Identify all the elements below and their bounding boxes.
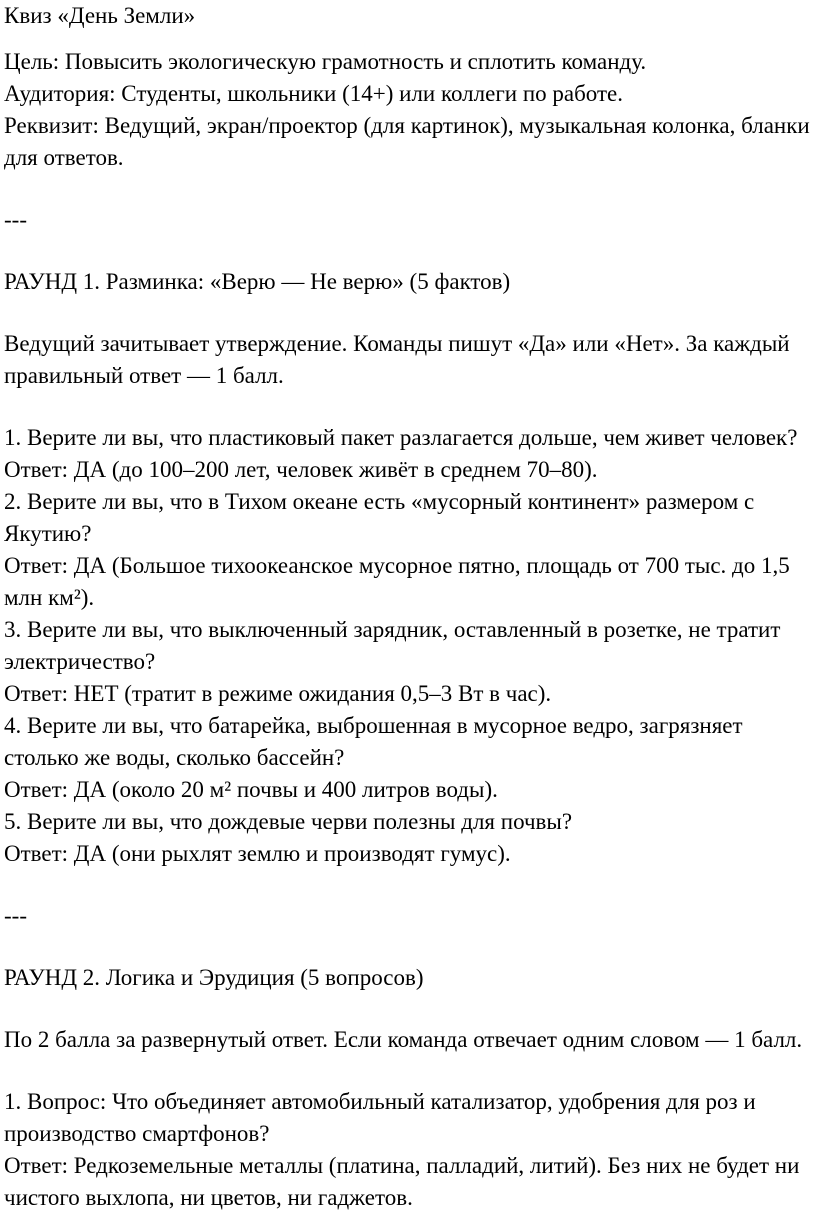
round1-answer-1: Ответ: ДА (до 100–200 лет, человек живёт в среднем 70–80). [4,457,598,482]
spacer [4,32,812,46]
round2-heading: РАУНД 2. Логика и Эрудиция (5 вопросов) [4,965,424,990]
round1-question-3: 3. Верите ли вы, что выключенный зарядник, оставленный в розетке, не тратит электричество? [4,617,781,674]
round2-question-1: 1. Вопрос: Что объединяет автомобильный катализатор, удобрения для роз и производство смартфонов? [4,1089,756,1146]
audience-text: Аудитория: Студенты, школьники (14+) или коллеги по работе. [4,81,624,106]
spacer [4,870,812,900]
separator: --- [4,903,27,928]
round1-answer-3: Ответ: НЕТ (тратит в режиме ожидания 0,5–3 Вт в час). [4,681,552,706]
doc-title: Квиз «День Земли» [4,3,196,28]
spacer [4,932,812,962]
spacer [4,1056,812,1086]
goal-text: Цель: Повысить экологическую грамотность и сплотить команду. [4,49,647,74]
round1-question-5: 5. Верите ли вы, что дождевые черви полезны для почвы? [4,809,573,834]
round1-heading: РАУНД 1. Разминка: «Верю — Не верю» (5 фактов) [4,269,511,294]
spacer [4,392,812,422]
round1-answer-4: Ответ: ДА (около 20 м² почвы и 400 литров воды). [4,777,498,802]
round2-intro: По 2 балла за развернутый ответ. Если команда отвечает одним словом — 1 балл. [4,1027,803,1052]
spacer [4,994,812,1024]
spacer [4,236,812,266]
spacer [4,298,812,328]
spacer [4,174,812,204]
round1-question-2: 2. Верите ли вы, что в Тихом океане есть «мусорный континент» размером с Якутию? [4,489,755,546]
round1-intro: Ведущий зачитывает утверждение. Команды пишут «Да» или «Нет». За каждый правильный ответ — 1 балл. [4,331,790,388]
round2-answer-1: Ответ: Редкоземельные металлы (платина, палладий, литий). Без них не будет ни чистого выхлопа, ни цветов, ни гаджетов. [4,1153,800,1210]
round1-question-1: 1. Верите ли вы, что пластиковый пакет разлагается дольше, чем живет человек? [4,425,798,450]
round1-question-4: 4. Верите ли вы, что батарейка, выброшенная в мусорное ведро, загрязняет столько же воды, сколько бассейн? [4,713,743,770]
round1-answer-2: Ответ: ДА (Большое тихоокеанское мусорное пятно, площадь от 700 тыс. до 1,5 млн км²). [4,553,790,610]
separator: --- [4,207,27,232]
round1-answer-5: Ответ: ДА (они рыхлят землю и производят гумус). [4,841,511,866]
document-body [4,0,812,1214]
props-text: Реквизит: Ведущий, экран/проектор (для картинок), музыкальная колонка, бланки для ответов. [4,113,810,170]
